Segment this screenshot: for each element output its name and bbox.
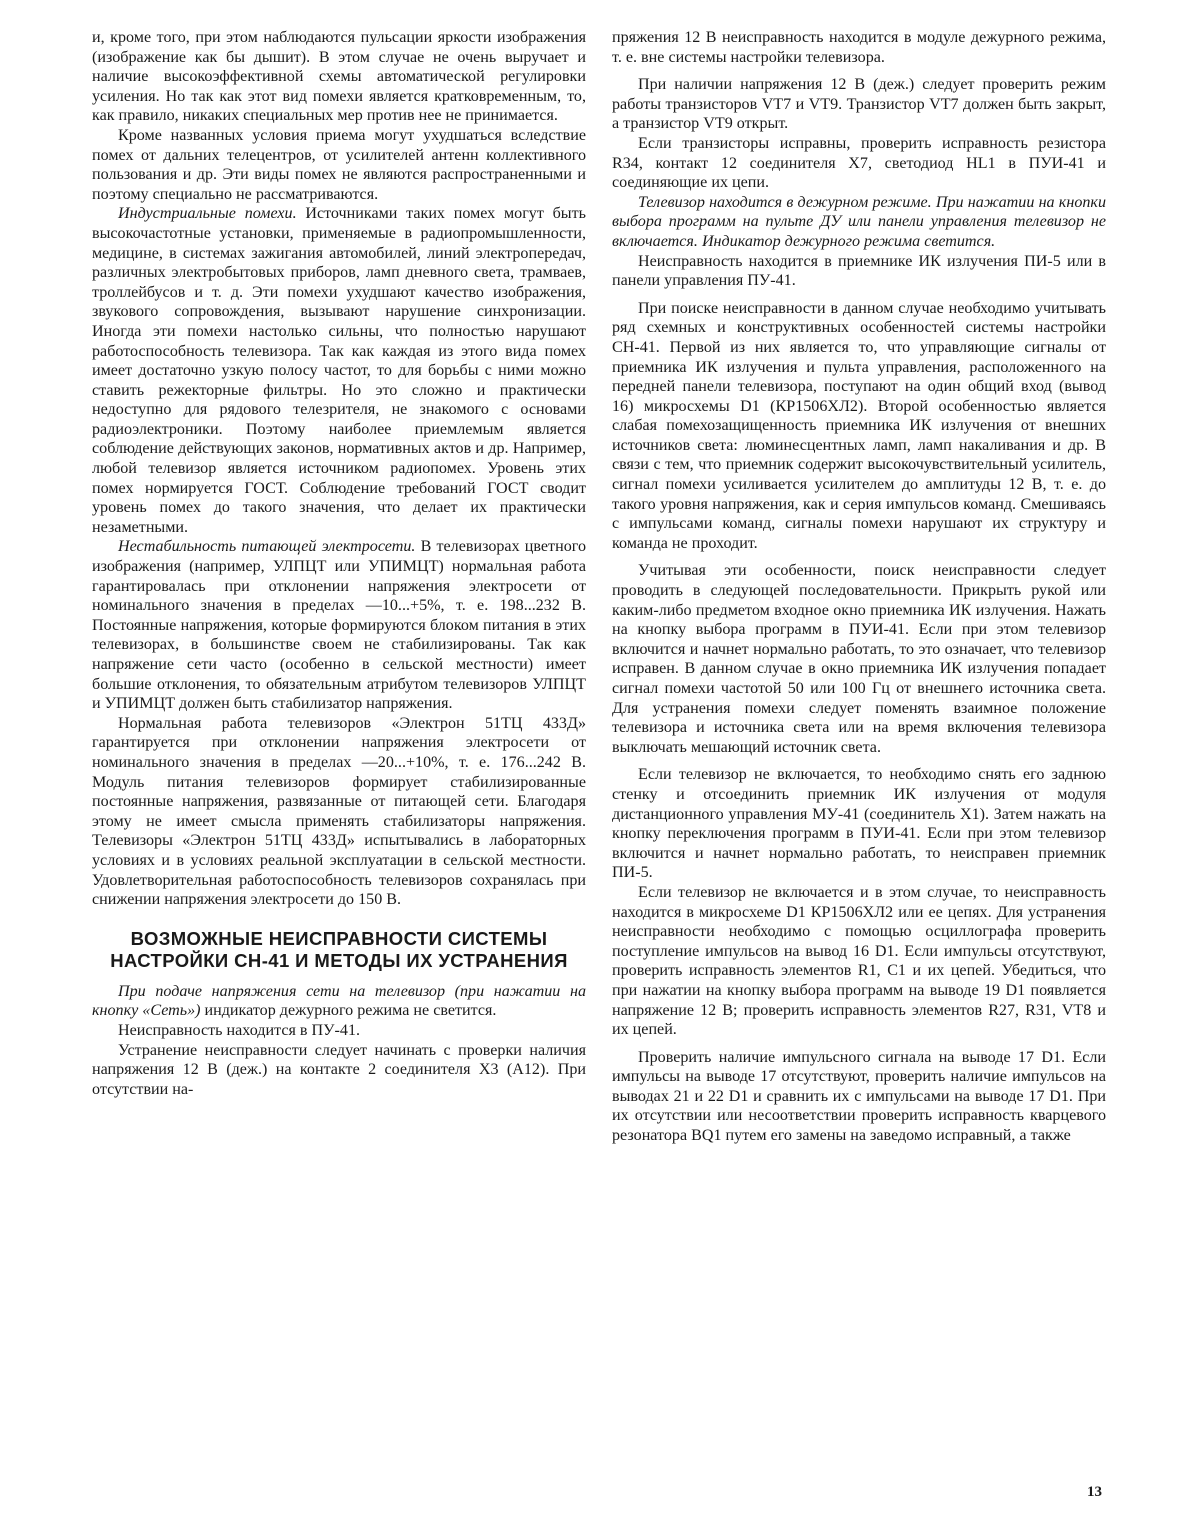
paragraph: Проверить наличие импульсного сигнала на выводе 17 D1. Если импульсы на выводе 17 отсутствуют, проверить наличие импульсов на выводах 21 и 22 D1 и сравнить их с импульсами на выводе 17 D1. При их отсутствии или несоответствии проверить исправность кварцевого резонатора BQ1 путем его замены на заведомо исправный, а также [612, 1048, 1106, 1145]
paragraph: Учитывая эти особенности, поиск неисправности следует проводить в следующей последовательности. Прикрыть рукой или каким-либо предметом входное окно приемника ИК излучения. Нажать на кнопку выбора программ в ПУИ-41. Если при этом телевизор включится и начнет нормально работать, то это означает, что телевизор исправен. В данном случае в окно приемника ИК излучения попадает сигнал помехи частотой 50 или 100 Гц от внешнего источника света. Для устранения помехи следует поменять взаимное положение телевизора и источника света или на время включения телевизора выключать мешающий источник света. [612, 562, 1106, 756]
paragraph-italic: Телевизор находится в дежурном режиме. При нажатии на кнопки выбора программ на пульте ДУ или панели управления телевизор не включается. Индикатор дежурного режима светится. [612, 193, 1106, 250]
paragraph-text: Источниками таких помех могут быть высокочастотные установки, применяемые в радиопромышленности, медицине, в системах зажигания автомобилей, линий электропередач, различных электробытовых приборов, ламп дневного света, трамваев, троллейбусов и т. д. Эти помехи ухудшают качество изображения, звукового сопровождения, вызывают нарушение синхронизации. Иногда эти помехи настолько сильны, что полностью нарушают работоспособность телевизора. Так как каждая из этого вида помех имеет достаточно узкую полосу частот, то для борьбы с ними можно ставить режекторные фильтры. Но это сложно и практически недоступно для рядового телезрителя, не знакомого с основами радиоэлектроники. Поэтому наиболее приемлемым является соблюдение действующих законов, нормативных актов и др. Например, любой телевизор является источником радиопомех. Уровень этих помех нормируется ГОСТ. Соблюдение требований ГОСТ сводит уровень помех до такого значения, что делает их практически незаметными. [92, 205, 586, 536]
paragraph: Нормальная работа телевизоров «Электрон 51ТЦ 433Д» гарантируется при отклонении напряжения электросети от номинального значения в пределах —20...+10%, т. е. 176...242 В. Модуль питания телевизоров формирует стабилизированные постоянные напряжения, развязанные от питающей сети. Благодаря этому не имеет смысла применять стабилизаторы напряжения. Телевизоры «Электрон 51ТЦ 433Д» испытывались в лабораторных условиях и в условиях реальной эксплуатации в сельской местности. Удовлетворительная работоспособность телевизоров сохранялась при снижении напряжения электросети до 150 В. [92, 714, 586, 909]
paragraph: При поиске неисправности в данном случае необходимо учитывать ряд схемных и конструктивных особенностей системы настройки СН-41. Первой из них является то, что управляющие сигналы от приемника ИК излучения и пульта управления, расположенного на передней панели телевизора, поступают на один общий вход (вывод 16) микросхемы D1 (КР1506ХЛ2). Второй особенностью является слабая помехозащищенность приемника ИК излучения от внешних источников света: люминесцентных ламп, ламп накаливания и др. В связи с тем, что приемник содержит высокочувствительный усилитель, сигнал помехи усиливается усилителем до амплитуды 12 В, т. е. до такого уровня напряжения, как и серия импульсов команд. Смешиваясь с импульсами команд, сигналы помехи нарушают их структуру и команда не проходит. [612, 299, 1106, 552]
paragraph [92, 982, 586, 1021]
italic-lead: Индустриальные помехи. [118, 205, 297, 223]
paragraph: Если телевизор не включается и в этом случае, то неисправность находится в микросхеме D1 КР1506ХЛ2 или ее цепях. Для устранения неисправности необходимо с помощью осциллографа проверить поступление импульсов на вывод 16 D1. Если импульсы отсутствуют, проверить исправность элементов R1, C1 и их цепей. Убедиться, что при нажатии на кнопку выбора программ на выводе 19 D1 появляется напряжение 12 В; проверить исправность элементов R27, R31, VT8 и их цепей. [612, 883, 1106, 1039]
paragraph-text: индикатор дежурного режима не светится. [200, 1002, 497, 1020]
paragraph-text: В телевизорах цветного изображения (например, УЛПЦТ или УПИМЦТ) нормальная работа гарантировалась при отклонении напряжения электросети от номинального значения в пределах —10...+5%, т. е. 198...232 В. Постоянные напряжения, которые формируются блоком питания в этих телевизорах, в большинстве своем не стабилизированы. Так как напряжение сети часто (особенно в сельской местности) имеет большие отклонения, то обязательным атрибутом телевизоров УЛПЦТ и УПИМЦТ должен быть стабилизатор напряжения. [92, 538, 586, 713]
paragraph: Если транзисторы исправны, проверить исправность резистора R34, контакт 12 соединителя Х7, светодиод HL1 в ПУИ-41 и соединяющие их цепи. [612, 134, 1106, 192]
paragraph: При наличии напряжения 12 В (деж.) следует проверить режим работы транзисторов VT7 и VT9. Транзистор VT7 должен быть закрыт, а транзистор VT9 открыт. [612, 76, 1106, 133]
paragraph: Кроме названных условия приема могут ухудшаться вследствие помех от дальних телецентров, от усилителей антенн коллективного пользования и др. Эти виды помех не являются распространенными и поэтому специально не рассматриваются. [92, 126, 586, 203]
paragraph: Неисправность находится в приемнике ИК излучения ПИ-5 или в панели управления ПУ-41. [612, 252, 1106, 290]
right-column [612, 28, 1106, 1146]
left-column [92, 28, 586, 1099]
section-heading: ВОЗМОЖНЫЕ НЕИСПРАВНОСТИ СИСТЕМЫ НАСТРОЙКИ СН-41 И МЕТОДЫ ИХ УСТРАНЕНИЯ [110, 927, 568, 971]
italic-lead: Нестабильность питающей электросети. [118, 538, 416, 556]
paragraph [92, 537, 586, 713]
paragraph: пряжения 12 В неисправность находится в модуле дежурного режима, т. е. вне системы настройки телевизора. [612, 29, 1106, 66]
paragraph: и, кроме того, при этом наблюдаются пульсации яркости изображения (изображение как бы дышит). В этом случае не очень выручает и наличие высокоэффективной схемы автоматической регулировки усиления. Но так как этот вид помехи является кратковременным, то, как правило, никаких специальных мер против нее не принимается. [92, 29, 586, 125]
paragraph: Устранение неисправности следует начинать с проверки наличия напряжения 12 В (деж.) на контакте 2 соединителя Х3 (А12). При отсутствии на- [92, 1041, 586, 1098]
italic-lead: При подаче напряжения сети на телевизор (при нажатии на кнопку «Сеть») [92, 982, 586, 1020]
paragraph [92, 204, 586, 537]
page-number: 13 [1087, 1484, 1102, 1500]
paragraph: Если телевизор не включается, то необходимо снять его заднюю стенку и отсоединить приемник ИК излучения от модуля дистанционного управления МУ-41 (соединитель Х1). Затем нажать на кнопку переключения программ в ПУИ-41. Если при этом телевизор включится и начнет нормально работать, то неисправен приемник ПИ-5. [612, 766, 1106, 882]
paragraph: Неисправность находится в ПУ-41. [118, 1021, 361, 1039]
